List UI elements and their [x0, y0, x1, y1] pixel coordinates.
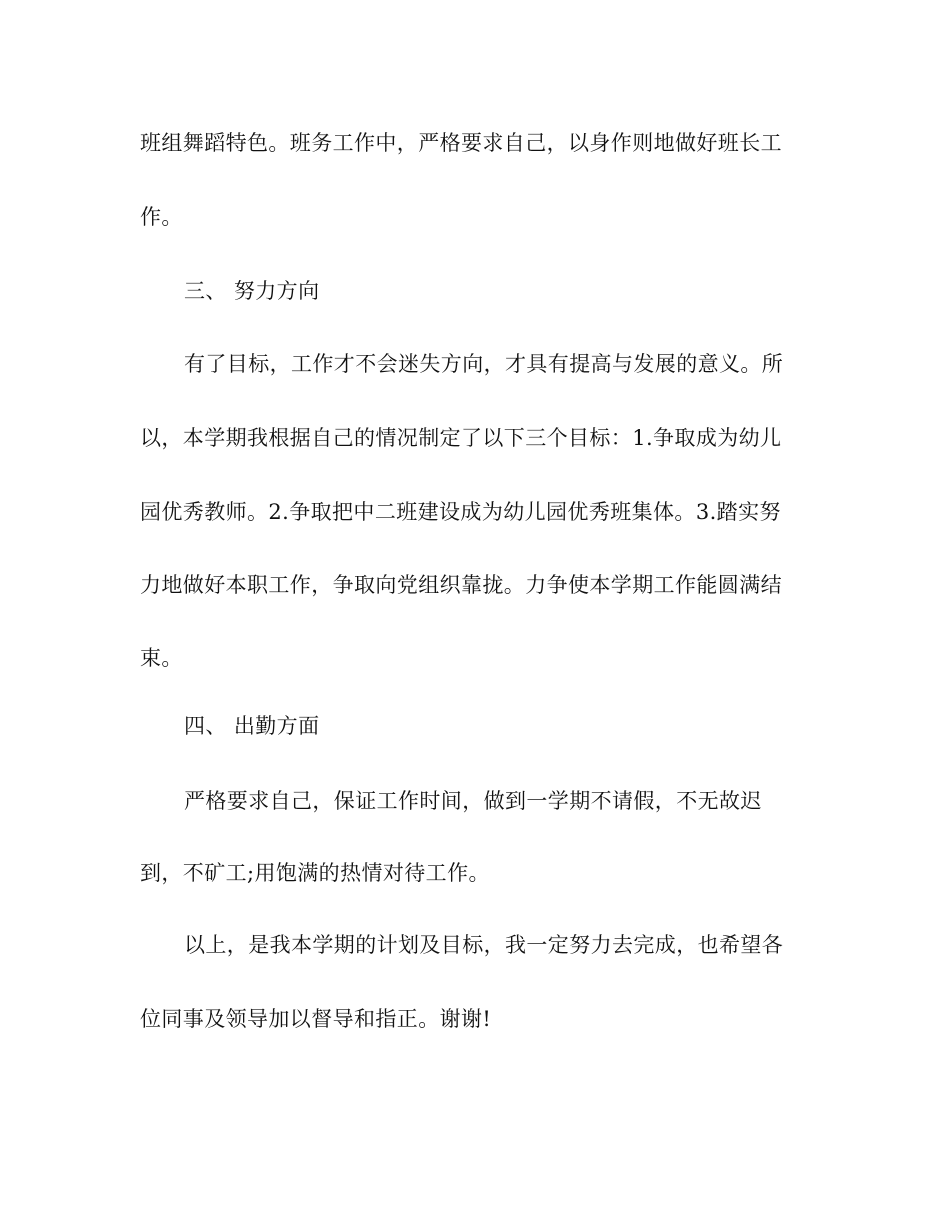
- paragraph-line: 班组舞蹈特色。班务工作中，严格要求自己，以身作则地做好班长工: [140, 131, 782, 155]
- paragraph-line: 作。: [140, 205, 183, 229]
- paragraph-line: 有了目标，工作才不会迷失方向，才具有提高与发展的意义。所: [184, 352, 784, 376]
- paragraph-line: 束。: [140, 646, 183, 670]
- paragraph-line: 力地做好本职工作，争取向党组织靠拢。力争使本学期工作能圆满结: [140, 573, 782, 597]
- section-heading-attendance: 四、 出勤方面: [184, 714, 320, 738]
- section-heading-effort-direction: 三、 努力方向: [184, 279, 320, 303]
- paragraph-line: 园优秀教师。2.争取把中二班建设成为幼儿园优秀班集体。3.踏实努: [140, 500, 781, 524]
- paragraph-line: 到，不矿工;用饱满的热情对待工作。: [140, 861, 490, 885]
- paragraph-line: 以上，是我本学期的计划及目标，我一定努力去完成，也希望各: [184, 933, 784, 957]
- paragraph-line: 位同事及领导加以督导和指正。谢谢!: [140, 1007, 492, 1031]
- paragraph-line: 以，本学期我根据自己的情况制定了以下三个目标：1.争取成为幼儿: [140, 426, 782, 450]
- paragraph-line: 严格要求自己，保证工作时间，做到一学期不请假，不无故迟: [184, 789, 762, 813]
